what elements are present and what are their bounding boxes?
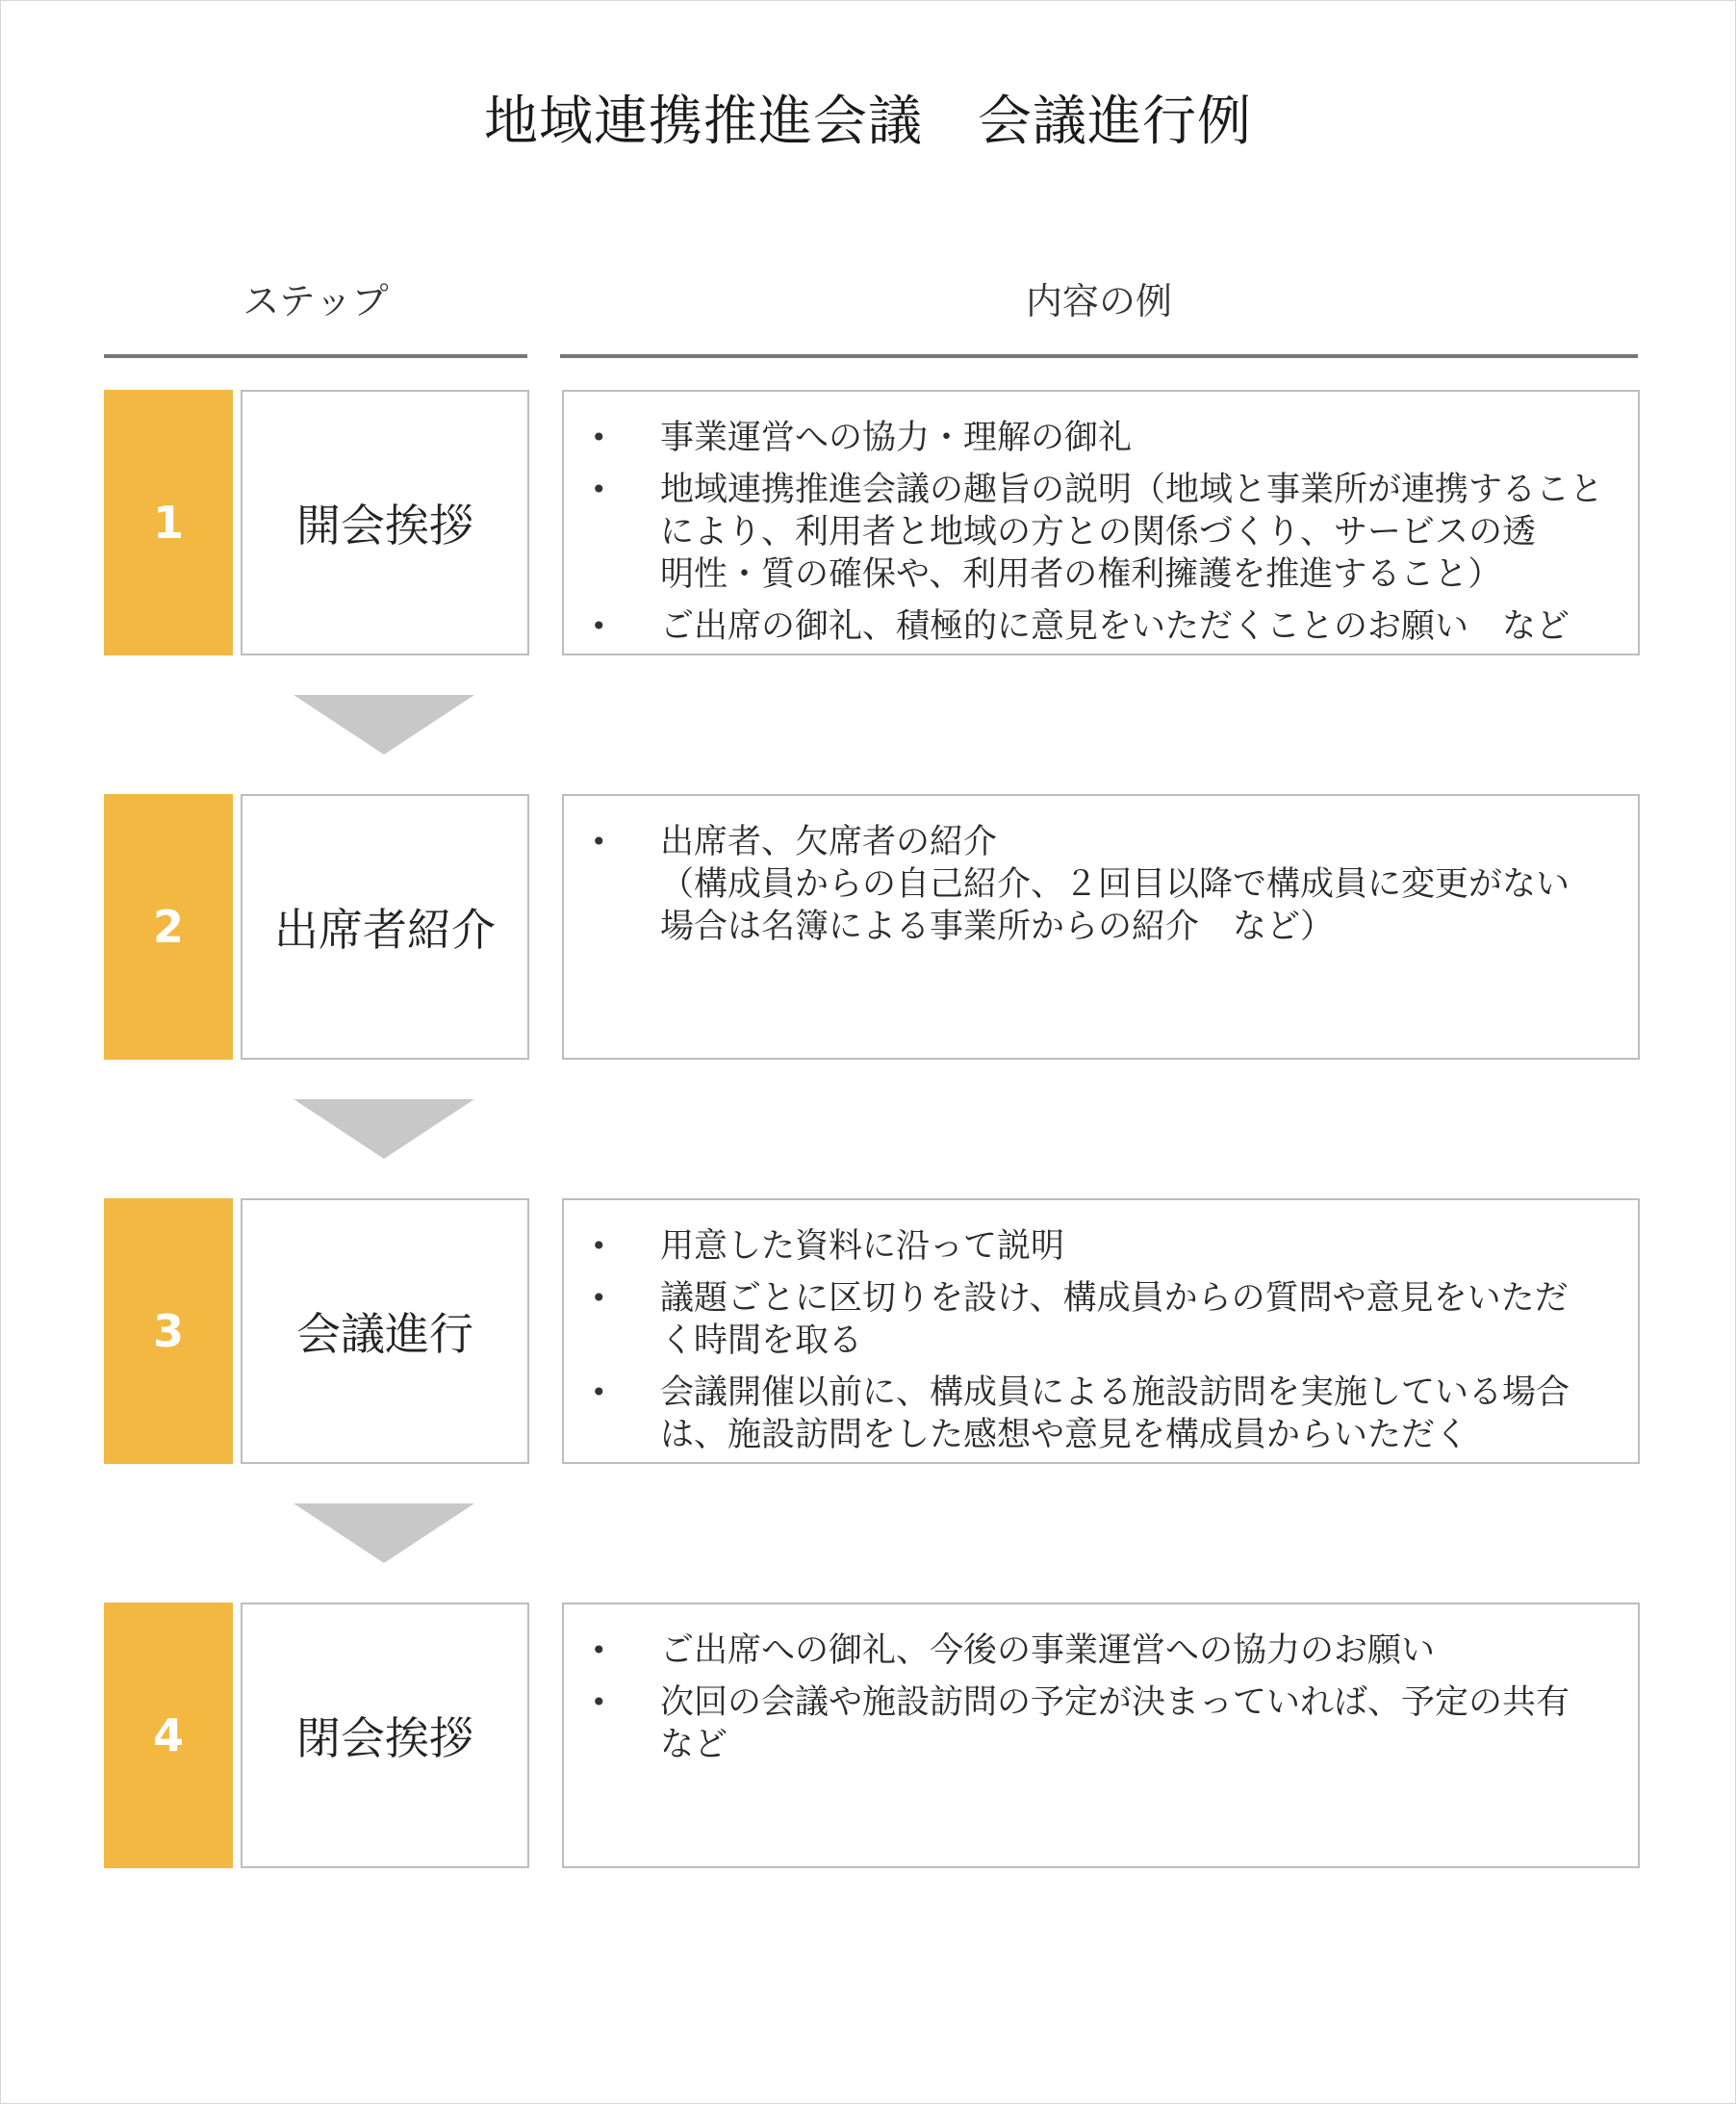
list-item	[564, 1277, 1615, 1362]
step-number-4: 4	[104, 1603, 233, 1868]
bullet-dot-icon: •	[591, 422, 607, 453]
page-title: 地域連携推進会議 会議進行例	[484, 90, 1252, 153]
bullet-dot-icon: •	[591, 1376, 607, 1408]
list-item-text: 出席者、欠席者の紹介 （構成員からの自己紹介、２回目以降で構成員に変更がない 場合は名簿による事業所からの紹介 など）	[660, 823, 1570, 946]
bullet-dot-icon: •	[591, 1230, 607, 1262]
step-label-4: 閉会挨拶	[241, 1603, 529, 1868]
list-item-text: 議題ごとに区切りを設け、構成員からの質問や意見をいただ く時間を取る	[660, 1279, 1569, 1360]
step-content-4	[562, 1603, 1640, 1868]
list-item-text: 事業運営への協力・理解の御礼	[660, 419, 1133, 457]
header-rule-content	[560, 354, 1638, 358]
step-number-3: 3	[104, 1198, 233, 1464]
list-item	[564, 1681, 1615, 1766]
list-item-text: 地域連携推進会議の趣旨の説明（地域と事業所が連携すること により、利用者と地域の方との関係づくり、サービスの透 明性・質の確保や、利用者の権利擁護を推進すること）	[660, 471, 1604, 594]
step-label-2: 出席者紹介	[241, 794, 529, 1060]
bullet-dot-icon: •	[591, 610, 607, 642]
list-item	[564, 469, 1615, 596]
step-content-3	[562, 1198, 1640, 1464]
list-item	[564, 1225, 1615, 1268]
bullet-dot-icon: •	[591, 1282, 607, 1314]
list-item-text: 用意した資料に沿って説明	[660, 1227, 1065, 1266]
list-item	[564, 1629, 1615, 1672]
bullet-dot-icon: •	[591, 474, 607, 505]
list-item-text: ご出席の御礼、積極的に意見をいただくことのお願い など	[660, 607, 1570, 646]
step-content-2	[562, 794, 1640, 1060]
list-item-text: ご出席への御礼、今後の事業運営への協力のお願い	[660, 1631, 1436, 1670]
list-item-text: 次回の会議や施設訪問の予定が決まっていれば、予定の共有 など	[660, 1683, 1570, 1764]
column-header-content: 内容の例	[1025, 280, 1172, 322]
bullet-list	[564, 796, 1638, 948]
bullet-dot-icon: •	[591, 1634, 607, 1666]
step-label-3: 会議進行	[241, 1198, 529, 1464]
down-arrow-icon	[294, 695, 474, 755]
step-number-2: 2	[104, 794, 233, 1060]
bullet-list	[564, 1200, 1638, 1456]
step-label-1: 開会挨拶	[241, 390, 529, 655]
bullet-list	[564, 1604, 1638, 1766]
bullet-dot-icon: •	[591, 826, 607, 858]
step-content-1	[562, 390, 1640, 655]
down-arrow-icon	[294, 1099, 474, 1159]
bullet-list	[564, 392, 1638, 648]
step-number-1: 1	[104, 390, 233, 655]
column-header-step: ステップ	[243, 280, 389, 322]
list-item-text: 会議開催以前に、構成員による施設訪問を実施している場合 は、施設訪問をした感想や意見を構成員からいただく	[660, 1373, 1570, 1454]
list-item	[564, 417, 1615, 459]
list-item	[564, 1372, 1615, 1456]
bullet-dot-icon: •	[591, 1686, 607, 1718]
header-rule-step	[104, 354, 527, 358]
down-arrow-icon	[294, 1503, 474, 1563]
list-item	[564, 605, 1615, 648]
list-item	[564, 821, 1615, 948]
